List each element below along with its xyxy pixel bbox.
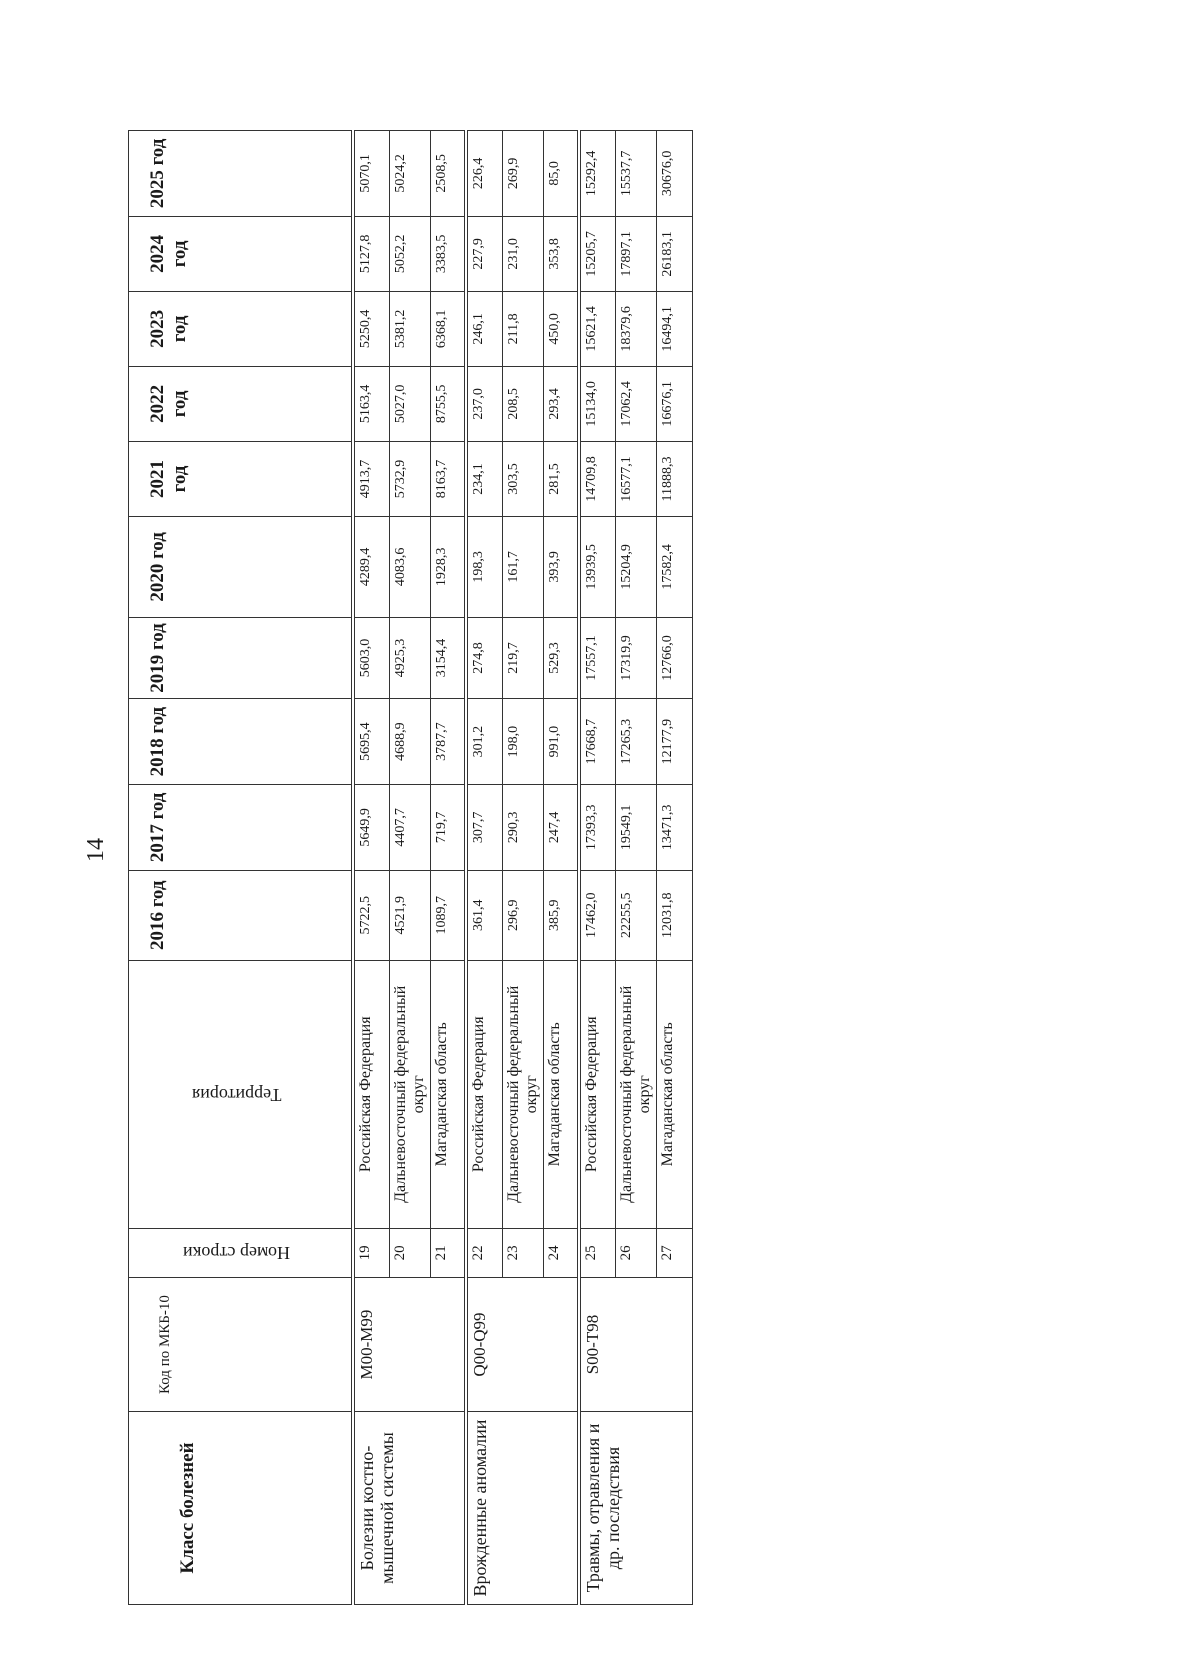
- value-cell: 16494,1: [656, 291, 692, 366]
- value-cell: 8755,5: [430, 366, 466, 441]
- row-number-cell: 26: [615, 1228, 656, 1277]
- value-cell: 5732,9: [389, 441, 430, 516]
- header-year: 2022 год: [129, 366, 354, 441]
- value-cell: 15537,7: [615, 131, 656, 217]
- value-cell: 361,4: [466, 870, 502, 960]
- header-icd-code: Код по МКБ-10: [129, 1278, 354, 1412]
- value-cell: 17897,1: [615, 216, 656, 291]
- table-row: [579, 131, 615, 1605]
- value-cell: 16577,1: [615, 441, 656, 516]
- value-cell: 274,8: [466, 617, 502, 698]
- value-cell: 12766,0: [656, 617, 692, 698]
- value-cell: 17582,4: [656, 516, 692, 617]
- value-cell: 719,7: [430, 784, 466, 870]
- territory-cell: Дальневосточный федеральный округ: [502, 960, 543, 1228]
- value-cell: 1928,3: [430, 516, 466, 617]
- value-cell: 246,1: [466, 291, 502, 366]
- value-cell: 991,0: [543, 699, 579, 785]
- value-cell: 385,9: [543, 870, 579, 960]
- value-cell: 4083,6: [389, 516, 430, 617]
- value-cell: 12031,8: [656, 870, 692, 960]
- value-cell: 4407,7: [389, 784, 430, 870]
- header-year: 2025 год: [129, 131, 354, 217]
- header-year: 2018 год: [129, 699, 354, 785]
- value-cell: 15204,9: [615, 516, 656, 617]
- value-cell: 4925,3: [389, 617, 430, 698]
- header-row-number-label: Номер строки: [183, 1243, 290, 1264]
- value-cell: 5070,1: [353, 131, 389, 217]
- value-cell: 5381,2: [389, 291, 430, 366]
- value-cell: 5603,0: [353, 617, 389, 698]
- value-cell: 529,3: [543, 617, 579, 698]
- row-number-cell: 22: [466, 1228, 502, 1277]
- value-cell: 16676,1: [656, 366, 692, 441]
- value-cell: 5250,4: [353, 291, 389, 366]
- value-cell: 17668,7: [579, 699, 615, 785]
- value-cell: 3787,7: [430, 699, 466, 785]
- statistics-table: [128, 130, 693, 1605]
- icd-code-cell: S00-T98: [579, 1278, 692, 1412]
- value-cell: 1089,7: [430, 870, 466, 960]
- value-cell: 290,3: [502, 784, 543, 870]
- row-number-cell: 21: [430, 1228, 466, 1277]
- value-cell: 17319,9: [615, 617, 656, 698]
- value-cell: 293,4: [543, 366, 579, 441]
- value-cell: 8163,7: [430, 441, 466, 516]
- territory-cell: Российская Федерация: [579, 960, 615, 1228]
- rotated-table-container: [128, 130, 688, 1605]
- header-year: 2021 год: [129, 441, 354, 516]
- value-cell: 5127,8: [353, 216, 389, 291]
- icd-code-cell: Q00-Q99: [466, 1278, 579, 1412]
- row-number-cell: 20: [389, 1228, 430, 1277]
- header-territory-label: Территория: [191, 1084, 282, 1105]
- value-cell: 5024,2: [389, 131, 430, 217]
- disease-class-cell: Болезни костно-мышечной системы: [353, 1412, 466, 1605]
- value-cell: 234,1: [466, 441, 502, 516]
- header-year: 2024 год: [129, 216, 354, 291]
- value-cell: 307,7: [466, 784, 502, 870]
- value-cell: 198,0: [502, 699, 543, 785]
- header-year: 2017 год: [129, 784, 354, 870]
- value-cell: 22255,5: [615, 870, 656, 960]
- header-year: 2019 год: [129, 617, 354, 698]
- value-cell: 296,9: [502, 870, 543, 960]
- header-row-number: [129, 1228, 354, 1277]
- disease-class-cell: Врожденные аномалии: [466, 1412, 579, 1605]
- value-cell: 301,2: [466, 699, 502, 785]
- value-cell: 269,9: [502, 131, 543, 217]
- value-cell: 5649,9: [353, 784, 389, 870]
- value-cell: 5052,2: [389, 216, 430, 291]
- row-number-cell: 24: [543, 1228, 579, 1277]
- value-cell: 85,0: [543, 131, 579, 217]
- page-number: 14: [83, 838, 109, 862]
- territory-cell: Российская Федерация: [466, 960, 502, 1228]
- header-disease-class: Класс болезней: [129, 1412, 354, 1605]
- value-cell: 450,0: [543, 291, 579, 366]
- value-cell: 15134,0: [579, 366, 615, 441]
- value-cell: 6368,1: [430, 291, 466, 366]
- row-number-cell: 19: [353, 1228, 389, 1277]
- value-cell: 219,7: [502, 617, 543, 698]
- header-year: 2020 год: [129, 516, 354, 617]
- value-cell: 161,7: [502, 516, 543, 617]
- value-cell: 15621,4: [579, 291, 615, 366]
- value-cell: 12177,9: [656, 699, 692, 785]
- value-cell: 231,0: [502, 216, 543, 291]
- value-cell: 13939,5: [579, 516, 615, 617]
- header-year: 2016 год: [129, 870, 354, 960]
- value-cell: 3154,4: [430, 617, 466, 698]
- value-cell: 30676,0: [656, 131, 692, 217]
- territory-cell: Российская Федерация: [353, 960, 389, 1228]
- value-cell: 4521,9: [389, 870, 430, 960]
- value-cell: 227,9: [466, 216, 502, 291]
- value-cell: 19549,1: [615, 784, 656, 870]
- value-cell: 3383,5: [430, 216, 466, 291]
- value-cell: 281,5: [543, 441, 579, 516]
- disease-class-cell: Травмы, отравления и др. последствия: [579, 1412, 692, 1605]
- value-cell: 393,9: [543, 516, 579, 617]
- value-cell: 208,5: [502, 366, 543, 441]
- row-number-cell: 25: [579, 1228, 615, 1277]
- value-cell: 17393,3: [579, 784, 615, 870]
- value-cell: 237,0: [466, 366, 502, 441]
- territory-cell: Магаданская область: [430, 960, 466, 1228]
- table-row: [353, 131, 389, 1605]
- value-cell: 2508,5: [430, 131, 466, 217]
- row-number-cell: 23: [502, 1228, 543, 1277]
- value-cell: 15205,7: [579, 216, 615, 291]
- value-cell: 17462,0: [579, 870, 615, 960]
- value-cell: 247,4: [543, 784, 579, 870]
- value-cell: 17062,4: [615, 366, 656, 441]
- value-cell: 5027,0: [389, 366, 430, 441]
- header-row: [129, 131, 354, 1605]
- icd-code-cell: M00-M99: [353, 1278, 466, 1412]
- value-cell: 5722,5: [353, 870, 389, 960]
- value-cell: 26183,1: [656, 216, 692, 291]
- value-cell: 303,5: [502, 441, 543, 516]
- row-number-cell: 27: [656, 1228, 692, 1277]
- value-cell: 4688,9: [389, 699, 430, 785]
- value-cell: 4913,7: [353, 441, 389, 516]
- value-cell: 5163,4: [353, 366, 389, 441]
- header-year: 2023 год: [129, 291, 354, 366]
- value-cell: 13471,3: [656, 784, 692, 870]
- table-row: [466, 131, 502, 1605]
- value-cell: 211,8: [502, 291, 543, 366]
- value-cell: 5695,4: [353, 699, 389, 785]
- value-cell: 15292,4: [579, 131, 615, 217]
- header-territory: [129, 960, 354, 1228]
- value-cell: 198,3: [466, 516, 502, 617]
- value-cell: 353,8: [543, 216, 579, 291]
- value-cell: 18379,6: [615, 291, 656, 366]
- value-cell: 17265,3: [615, 699, 656, 785]
- value-cell: 17557,1: [579, 617, 615, 698]
- territory-cell: Магаданская область: [543, 960, 579, 1228]
- territory-cell: Дальневосточный федеральный округ: [389, 960, 430, 1228]
- value-cell: 14709,8: [579, 441, 615, 516]
- territory-cell: Магаданская область: [656, 960, 692, 1228]
- value-cell: 4289,4: [353, 516, 389, 617]
- territory-cell: Дальневосточный федеральный округ: [615, 960, 656, 1228]
- value-cell: 11888,3: [656, 441, 692, 516]
- value-cell: 226,4: [466, 131, 502, 217]
